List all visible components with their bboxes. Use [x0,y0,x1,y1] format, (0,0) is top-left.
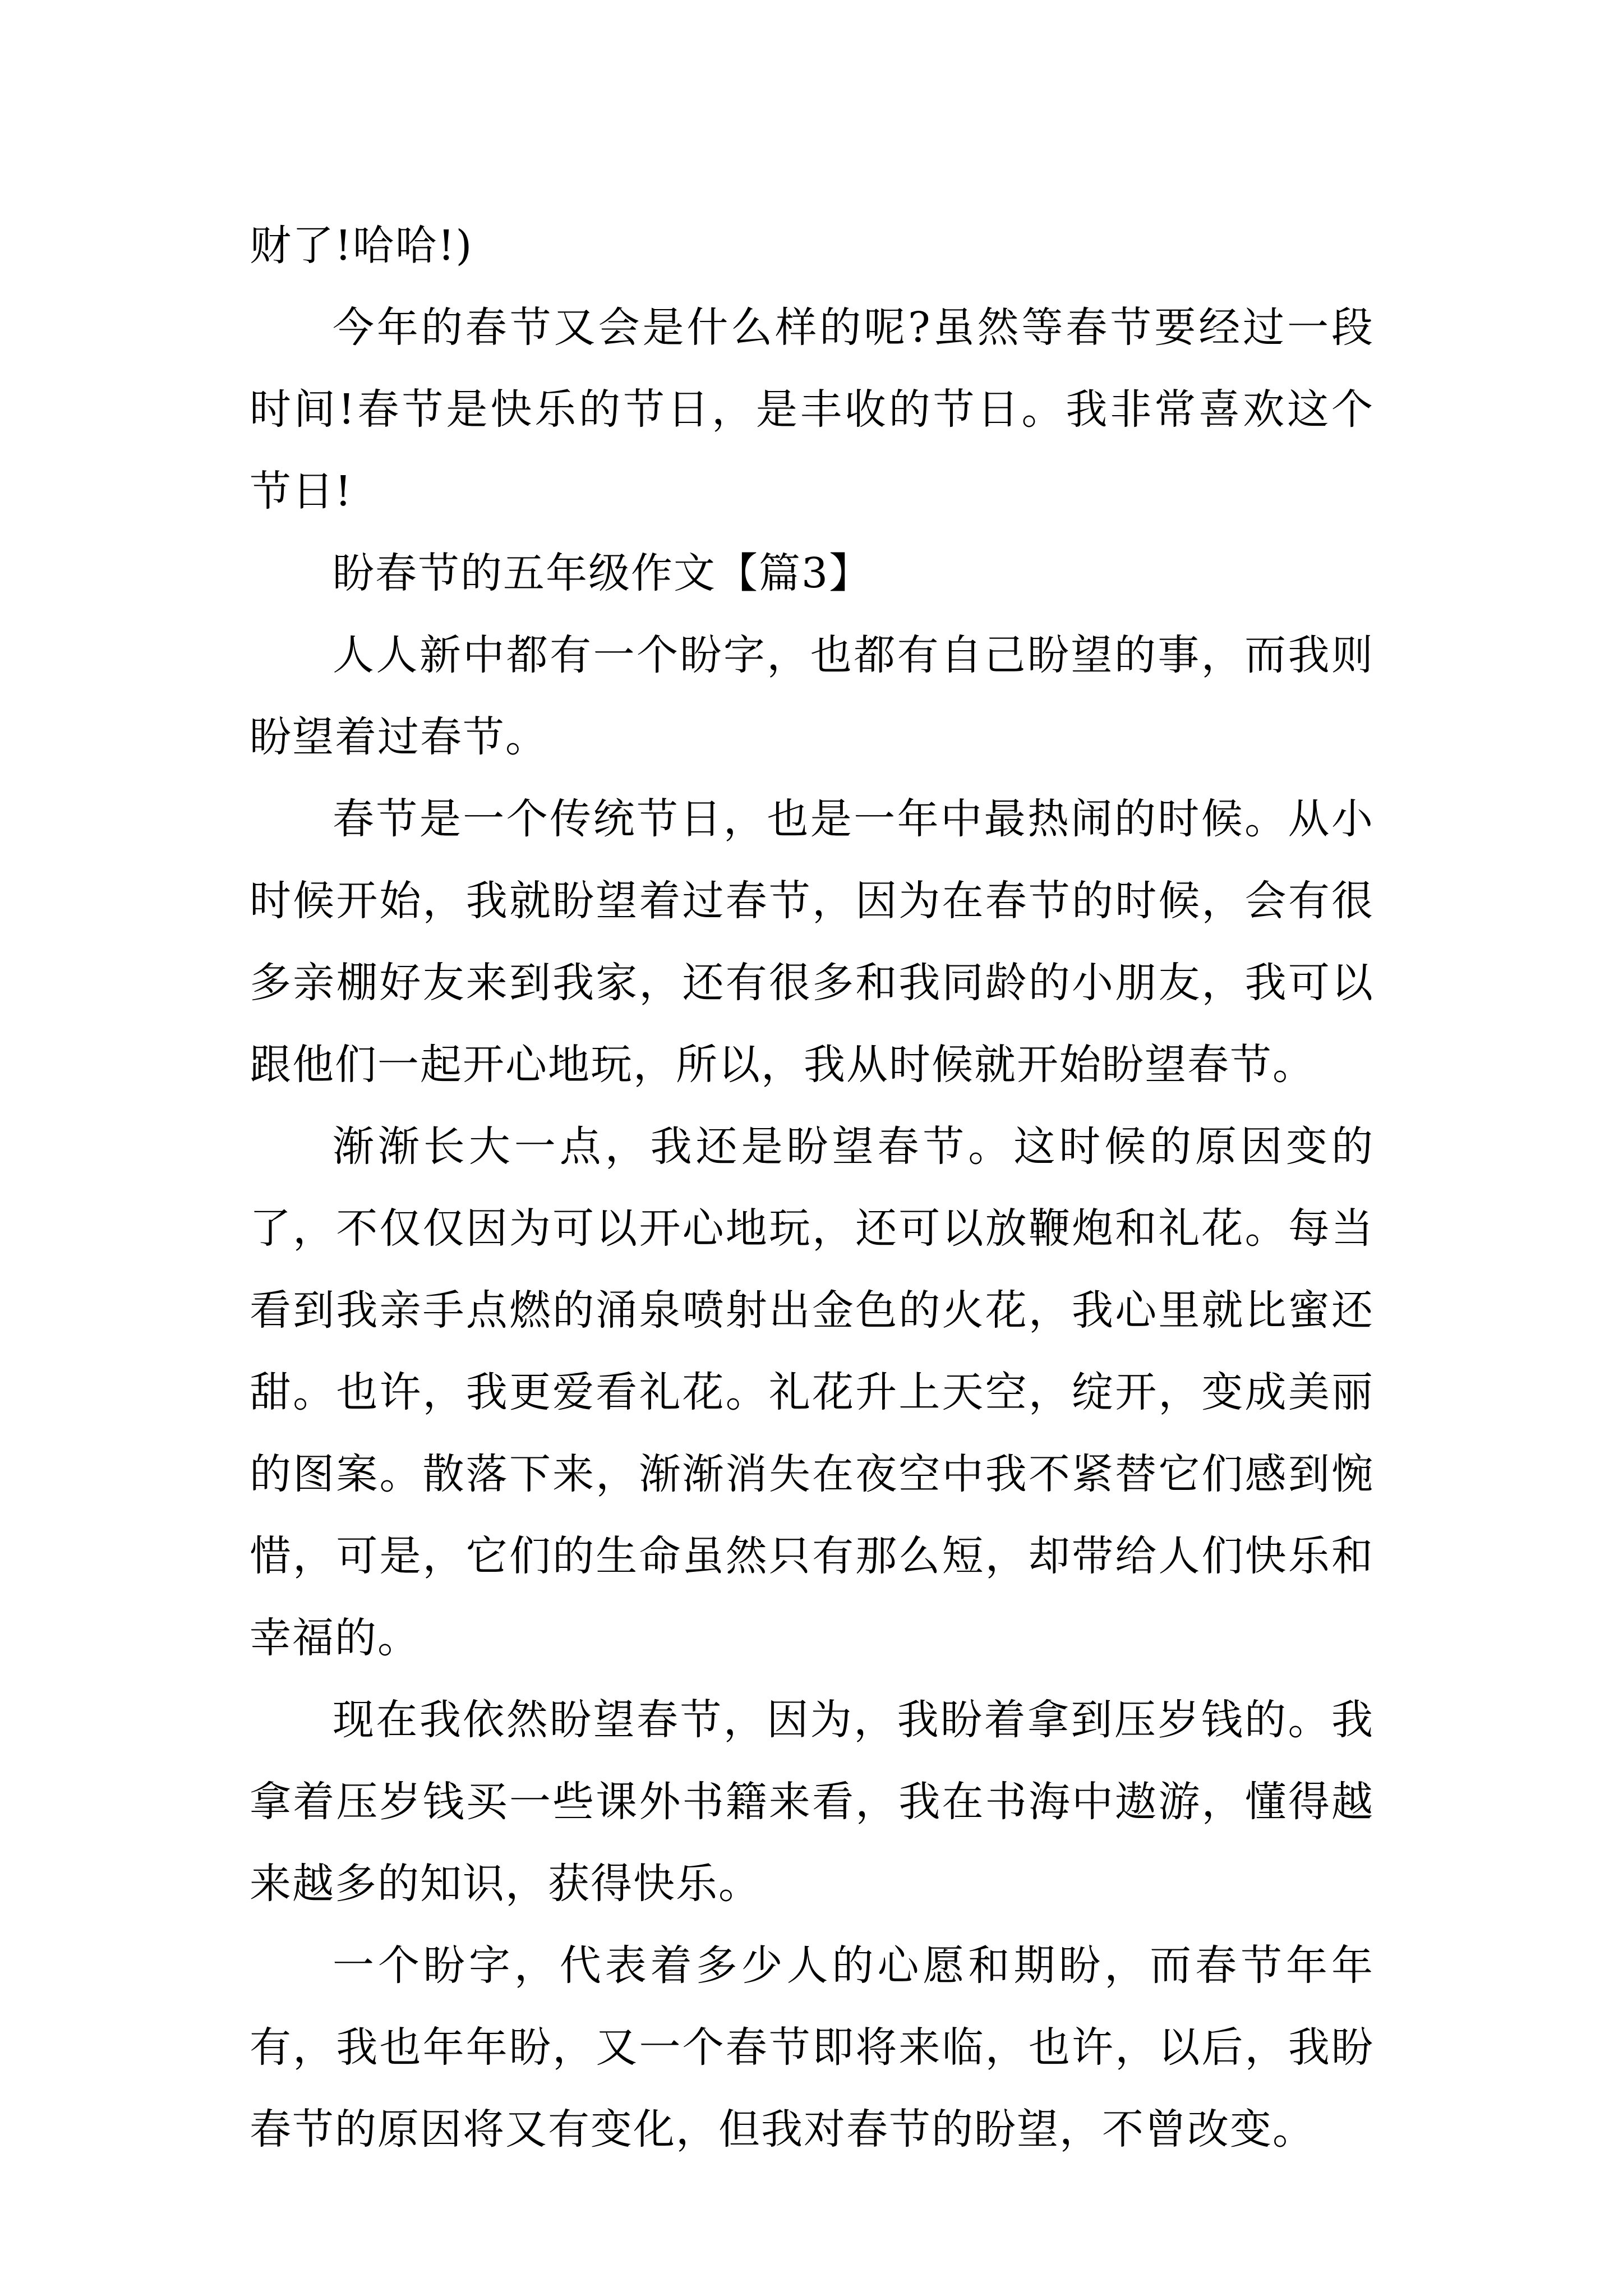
paragraph: 一个盼字，代表着多少人的心愿和期盼，而春节年年有，我也年年盼，又一个春节即将来临，也许，以后，我盼春节的原因将又有变化，但我对春节的盼望，不曾改变。 [250,1941,1374,2154]
paragraph: 春节是一个传统节日，也是一年中最热闹的时候。从小时候开始，我就盼望着过春节，因为在春节的时候，会有很多亲棚好友来到我家，还有很多和我同龄的小朋友，我可以跟他们一起开心地玩，所以，我从时候就开始盼望春节。 [250,795,1374,1089]
paragraph: 人人新中都有一个盼字，也都有自己盼望的事，而我则盼望着过春节。 [250,631,1374,761]
paragraph-continued: 财了!哈哈!) [250,222,473,270]
document-body [250,205,1374,2170]
paragraph: 现在我依然盼望春节，因为，我盼着拿到压岁钱的。我拿着压岁钱买一些课外书籍来看，我在书海中遨游，懂得越来越多的知识，获得快乐。 [250,1696,1374,1908]
section-heading: 盼春节的五年级作文【篇3】 [333,549,872,597]
paragraph: 渐渐长大一点，我还是盼望春节。这时候的原因变的了，不仅仅因为可以开心地玩，还可以放鞭炮和礼花。每当看到我亲手点燃的涌泉喷射出金色的火花，我心里就比蜜还甜。也许，我更爱看礼花。礼花升上天空，绽开，变成美丽的图案。散落下来，渐渐消失在夜空中我不紧替它们感到惋惜，可是，它们的生命虽然只有那么短，却带给人们快乐和幸福的。 [250,1122,1374,1662]
paragraph: 今年的春节又会是什么样的呢?虽然等春节要经过一段时间!春节是快乐的节日，是丰收的节日。我非常喜欢这个节日! [250,303,1374,516]
